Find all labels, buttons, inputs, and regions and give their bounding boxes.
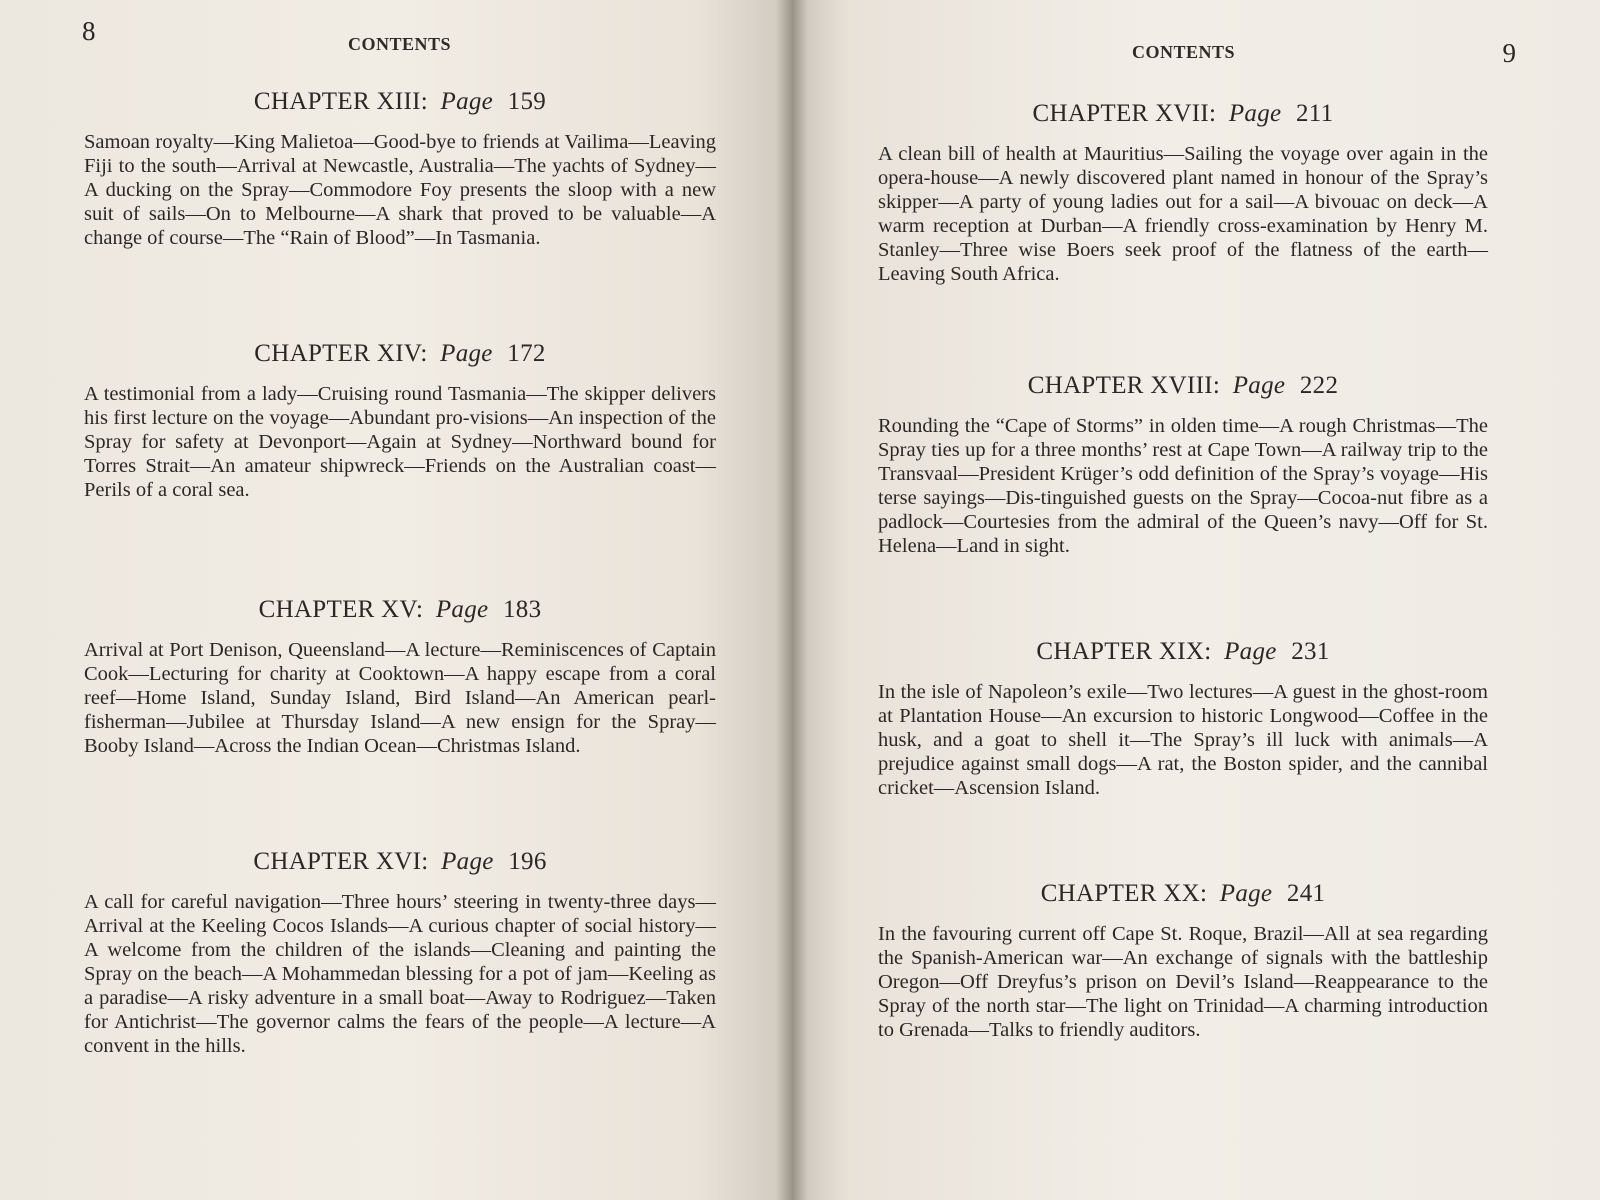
chapter-page-number: 211 bbox=[1295, 100, 1334, 127]
chapter-heading bbox=[878, 638, 1488, 666]
chapter-entry bbox=[878, 880, 1488, 1042]
page-label: Page bbox=[440, 88, 494, 115]
page-label: Page bbox=[1228, 100, 1282, 127]
chapter-page-number: 183 bbox=[502, 596, 542, 623]
chapter-entry bbox=[84, 88, 716, 250]
right-page bbox=[792, 0, 1600, 1200]
chapter-heading bbox=[84, 596, 716, 624]
chapter-summary: A testimonial from a lady—Cruising round Tasmania—The skipper delivers his first lecture on the voyage—Abundant pro-visions—An inspection of the Spray for safety at Devonport—Again at Sydney—Northward bound for Torres Strait—An amateur shipwreck—Friends on the Australian coast—Perils of a coral sea. bbox=[84, 383, 716, 501]
chapter-title: CHAPTER XIV: bbox=[254, 340, 428, 367]
chapter-entry bbox=[84, 848, 716, 1058]
running-head: CONTENTS bbox=[348, 34, 452, 54]
chapter-title: CHAPTER XIX: bbox=[1036, 638, 1212, 665]
chapter-summary: A call for careful navigation—Three hours’ steering in twenty-three days—Arrival at the Keeling Cocos Islands—A curious chapter of social history—A welcome from the children of the islands—Cleaning and painting the Spray on the beach—A Mohammedan blessing for a pot of jam—Keeling as a paradise—A risky adventure in a small boat—Away to Rodriguez—Taken for Antichrist—The governor calms the fears of the people—A lecture—A convent in the hills. bbox=[84, 891, 716, 1057]
page-number: 8 bbox=[82, 16, 96, 46]
chapter-page-number: 159 bbox=[507, 88, 547, 115]
page-label: Page bbox=[1224, 638, 1277, 665]
book-gutter bbox=[776, 0, 808, 1200]
chapter-entry bbox=[84, 596, 716, 758]
chapter-entry bbox=[878, 638, 1488, 800]
chapter-title: CHAPTER XVI: bbox=[253, 848, 429, 875]
running-head: CONTENTS bbox=[1132, 42, 1236, 62]
chapter-title: CHAPTER XVIII: bbox=[1027, 372, 1221, 399]
chapter-heading bbox=[84, 340, 716, 368]
page-label: Page bbox=[435, 596, 489, 623]
chapter-heading bbox=[84, 88, 716, 116]
chapter-page-number: 196 bbox=[508, 848, 547, 875]
page-label: Page bbox=[1219, 880, 1273, 907]
page-label: Page bbox=[441, 848, 494, 875]
chapter-summary: Rounding the “Cape of Storms” in olden time—A rough Christmas—The Spray ties up for a three months’ rest at Cape Town—A railway trip to the Transvaal—President Krüger’s odd definition of the Spray’s voyage—His terse sayings—Dis-tinguished guests on the Spray—Cocoa-nut fibre as a padlock—Courtesies from the admiral of the Queen’s navy—Off for St. Helena—Land in sight. bbox=[878, 415, 1488, 557]
chapter-page-number: 222 bbox=[1299, 372, 1339, 399]
chapter-heading bbox=[878, 100, 1488, 128]
page-number: 9 bbox=[1502, 38, 1516, 68]
chapter-page-number: 172 bbox=[507, 340, 546, 367]
page-label: Page bbox=[440, 340, 493, 367]
chapter-heading bbox=[878, 880, 1488, 908]
chapter-title: CHAPTER XVII: bbox=[1032, 100, 1217, 127]
chapter-heading bbox=[878, 372, 1488, 400]
chapter-heading bbox=[84, 848, 716, 876]
chapter-summary: In the favouring current off Cape St. Roque, Brazil—All at sea regarding the Spanish-American war—An exchange of signals with the battleship Oregon—Off Dreyfus’s prison on Devil’s Island—Reappearance to the Spray of the north star—The light on Trinidad—A charming introduction to Grenada—Talks to friendly auditors. bbox=[878, 923, 1488, 1041]
chapter-page-number: 231 bbox=[1291, 638, 1330, 665]
chapter-summary: Samoan royalty—King Malietoa—Good-bye to friends at Vailima—Leaving Fiji to the south—Arrival at Newcastle, Australia—The yachts of Sydney—A ducking on the Spray—Commodore Foy presents the sloop with a new suit of sails—On to Melbourne—A shark that proved to be valuable—A change of course—The “Rain of Blood”—In Tasmania. bbox=[84, 131, 716, 249]
chapter-page-number: 241 bbox=[1286, 880, 1326, 907]
chapter-title: CHAPTER XX: bbox=[1040, 880, 1208, 907]
chapter-title: CHAPTER XIII: bbox=[253, 88, 428, 115]
chapter-summary: In the isle of Napoleon’s exile—Two lectures—A guest in the ghost-room at Plantation House—An excursion to historic Longwood—Coffee in the husk, and a goat to shell it—The Spray’s ill luck with animals—A prejudice against small dogs—A rat, the Boston spider, and the cannibal cricket—Ascension Island. bbox=[878, 681, 1488, 799]
chapter-summary: A clean bill of health at Mauritius—Sailing the voyage over again in the opera-house—A newly discovered plant named in honour of the Spray’s skipper—A party of young ladies out for a sail—A bivouac on deck—A warm reception at Durban—A friendly cross-examination by Henry M. Stanley—Three wise Boers seek proof of the flatness of the earth—Leaving South Africa. bbox=[878, 143, 1488, 285]
page-label: Page bbox=[1232, 372, 1286, 399]
chapter-entry bbox=[878, 372, 1488, 558]
left-page bbox=[0, 0, 792, 1200]
chapter-entry bbox=[84, 340, 716, 502]
chapter-title: CHAPTER XV: bbox=[258, 596, 424, 623]
chapter-entry bbox=[878, 100, 1488, 286]
chapter-summary: Arrival at Port Denison, Queensland—A lecture—Reminiscences of Captain Cook—Lecturing for charity at Cooktown—A happy escape from a coral reef—Home Island, Sunday Island, Bird Island—An American pearl-fisherman—Jubilee at Thursday Island—A new ensign for the Spray—Booby Island—Across the Indian Ocean—Christmas Island. bbox=[84, 639, 716, 757]
